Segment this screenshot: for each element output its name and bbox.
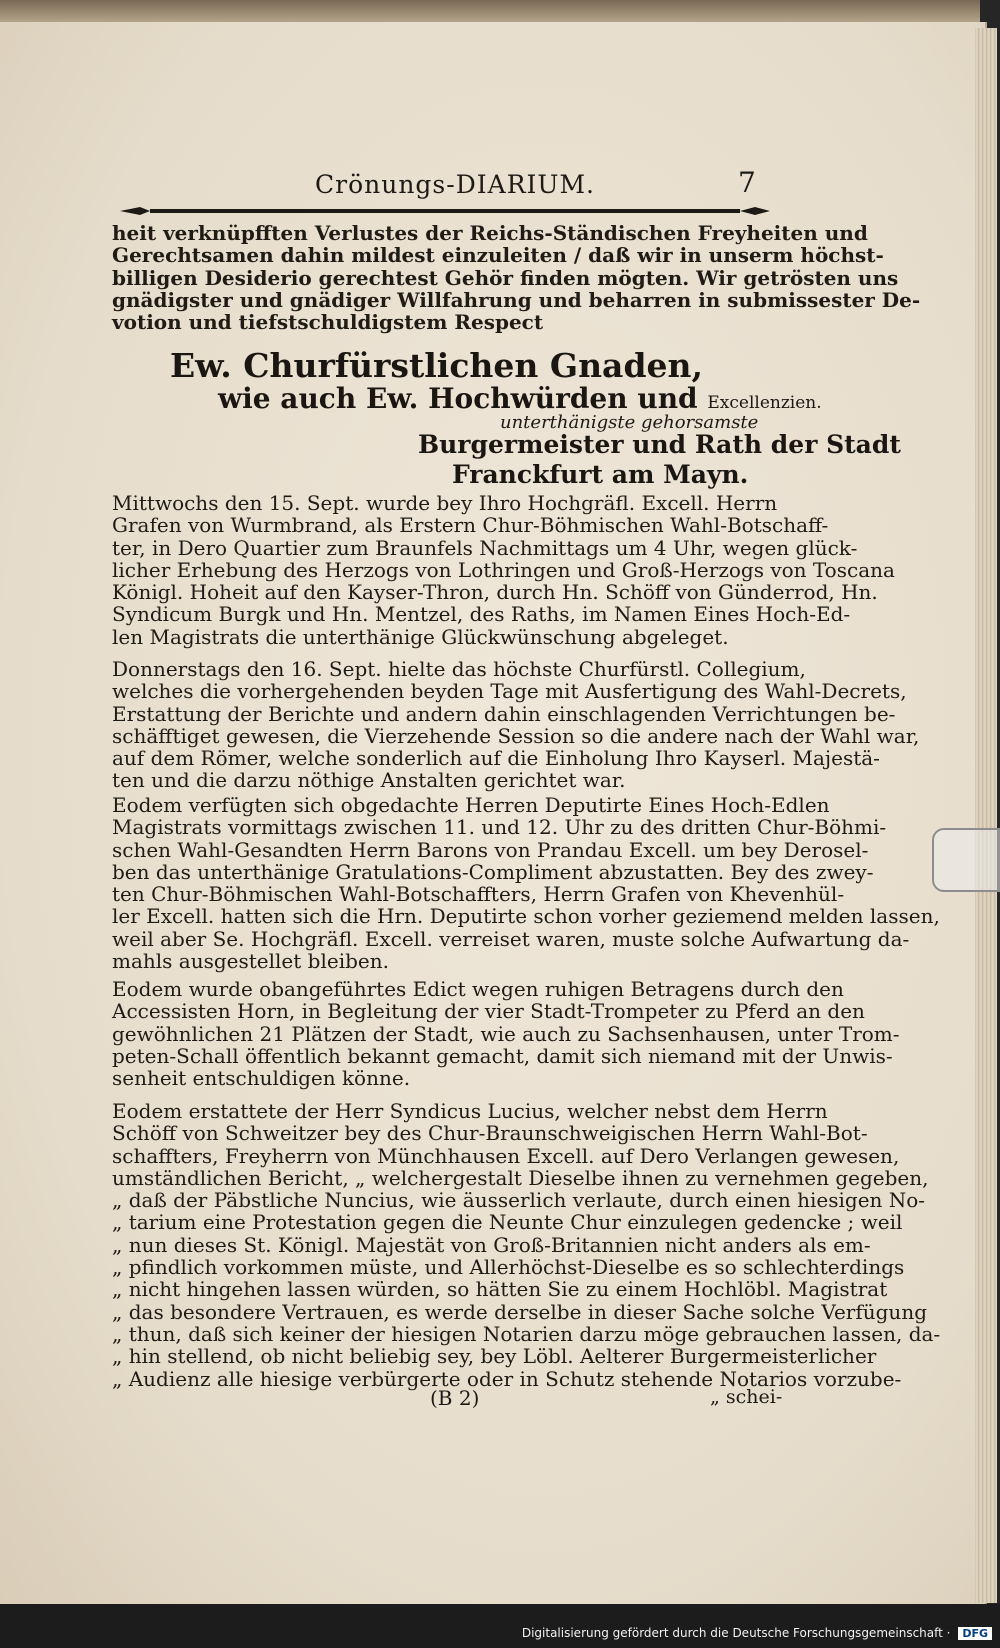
text-line: Donnerstags den 16. Sept. hielte das höchste Churfürstl. Collegium, xyxy=(112,657,806,681)
paragraph-donnerstags xyxy=(112,657,920,793)
text-line: schaffters, Freyherrn von Münchhausen Excell. auf Dero Verlangen gewesen, xyxy=(112,1143,900,1168)
closing-salutation-2 xyxy=(218,382,822,415)
text-line: Königl. Hoheit auf den Kayser-Thron, durch Hn. Schöff von Günderrod, Hn. xyxy=(112,580,878,605)
digitization-credit xyxy=(522,1626,992,1640)
catchword: „ schei- xyxy=(710,1386,783,1408)
text-line: Schöff von Schweitzer bey des Chur-Braunschweigischen Herrn Wahl-Bot- xyxy=(112,1121,868,1146)
text-line: ter, in Dero Quartier zum Braunfels Nachmittags um 4 Uhr, wegen glück- xyxy=(112,535,858,560)
page-leaves-edge xyxy=(975,28,997,1603)
text-line: Magistrats vormittags zwischen 11. und 12. Uhr zu des dritten Chur-Böhmi- xyxy=(112,815,887,840)
text-line: „ pfindlich vorkommen müste, und Allerhöchst-Dieselbe es so schlechterdings xyxy=(112,1255,905,1280)
text-line: gewöhnlichen 21 Plätzen der Stadt, wie auch zu Sachsenhausen, unter Trom- xyxy=(112,1021,900,1046)
text-line: „ nun dieses St. Königl. Majestät von Groß-Britannien nicht anders als em- xyxy=(112,1232,871,1257)
text-line: ten und die darzu nöthige Anstalten gerichtet war. xyxy=(112,768,626,793)
text-line: schäfftiget gewesen, die Vierzehende Session so die andere nach der Wahl war, xyxy=(112,723,920,748)
text-line: umständlichen Bericht, „ welchergestalt Dieselbe ihnen zu vernehmen gegeben, xyxy=(112,1165,929,1190)
text-line: „ das besondere Vertrauen, es werde derselbe in dieser Sache solche Verfügung xyxy=(112,1299,927,1324)
text-line: Grafen von Wurmbrand, als Erstern Chur-Böhmischen Wahl-Botschaff- xyxy=(112,513,829,538)
closing-salutation-small: Excellenzien. xyxy=(707,393,822,413)
text-line: Syndicum Burgk und Hn. Mentzel, des Raths, im Namen Eines Hoch-Ed- xyxy=(112,602,851,627)
text-line: Accessisten Horn, in Begleitung der vier Stadt-Trompeter zu Pferd an den xyxy=(112,999,865,1024)
text-line: Eodem verfügten sich obgedachte Herren Deputirte Eines Hoch-Edlen xyxy=(112,793,830,817)
text-line: „ hin stellend, ob nicht beliebig sey, bey Löbl. Aelterer Burgermeisterlicher xyxy=(112,1344,877,1369)
text-line: „ tarium eine Protestation gegen die Neunte Chur einzulegen gedencke ; weil xyxy=(112,1210,903,1235)
text-line: Eodem wurde obangeführtes Edict wegen ruhigen Betragens durch den xyxy=(112,977,844,1001)
dfg-logo: DFG xyxy=(958,1627,992,1640)
text-line: peten-Schall öffentlich bekannt gemacht, damit sich niemand mit der Unwis- xyxy=(112,1043,893,1068)
text-line: len Magistrats die unterthänige Glückwünschung abgeleget. xyxy=(112,624,729,649)
closing-salutation-main: wie auch Ew. Hochwürden und xyxy=(218,382,698,415)
signature-line-1: unterthänigste gehorsamste xyxy=(500,412,759,433)
text-line: Mittwochs den 15. Sept. wurde bey Ihro Hochgräfl. Excell. Herrn xyxy=(112,491,778,515)
text-line: licher Erhebung des Herzogs von Lothringen und Groß-Herzogs von Toscana xyxy=(112,557,895,582)
signature-line-2: Burgermeister und Rath der Stadt xyxy=(418,430,901,459)
text-line: billigen Desiderio gerechtest Gehör finden mögten. Wir getrösten uns xyxy=(112,265,899,290)
running-title: Crönungs-DIARIUM. xyxy=(315,170,596,199)
text-line: mahls ausgestellet bleiben. xyxy=(112,949,389,974)
paragraph-eodem-edict xyxy=(112,977,900,1091)
text-line: „ nicht hingehen lassen würden, so hätten Sie zu einem Hochlöbl. Magistrat xyxy=(112,1277,888,1302)
paragraph-eodem-deputation xyxy=(112,793,940,974)
text-line: „ daß der Päbstliche Nuncius, wie äusserlich verlaute, durch einen hiesigen No- xyxy=(112,1188,926,1213)
text-line: gnädigster und gnädiger Willfahrung und beharren in submissester De- xyxy=(112,287,921,312)
text-line: „ Audienz alle hiesige verbürgerte oder in Schutz stehende Notarios vorzube- xyxy=(112,1366,902,1391)
text-line: ten Chur-Böhmischen Wahl-Botschaffters, Herrn Grafen von Khevenhül- xyxy=(112,882,845,907)
intro-paragraph xyxy=(112,221,921,335)
text-line: Erstattung der Berichte und andern dahin einschlagenden Verrichtungen be- xyxy=(112,701,896,726)
text-line: ben das unterthänige Gratulations-Compliment abzustatten. Bey des zwey- xyxy=(112,859,874,884)
text-line: auf dem Römer, welche sonderlich auf die Einholung Ihro Kayserl. Majestä- xyxy=(112,746,880,771)
text-line: schen Wahl-Gesandten Herrn Barons von Prandau Excell. um bey Derosel- xyxy=(112,837,869,862)
text-line: heit verknüpfften Verlustes der Reichs-Ständischen Freyheiten und xyxy=(112,221,868,245)
signature-line-3: Franckfurt am Mayn. xyxy=(452,460,749,489)
page-header xyxy=(120,166,770,206)
credit-text: Digitalisierung gefördert durch die Deutsche Forschungsgemeinschaft · xyxy=(521,1626,951,1640)
text-line: „ thun, daß sich keiner der hiesigen Notarien darzu möge gebrauchen lassen, da- xyxy=(112,1321,941,1346)
footer-bar xyxy=(0,1604,1000,1648)
text-line: votion und tiefstschuldigstem Respect xyxy=(112,310,544,335)
paragraph-eodem-report xyxy=(112,1099,941,1391)
paragraph-mittwochs xyxy=(112,491,895,649)
page-clip-tab xyxy=(932,828,1000,892)
signature-mark: (B 2) xyxy=(430,1386,480,1410)
page-number: 7 xyxy=(738,166,756,199)
closing-salutation: Ew. Churfürstlichen Gnaden, xyxy=(170,346,703,385)
text-line: Gerechtsamen dahin mildest einzuleiten / daß wir in unserm höchst- xyxy=(112,243,884,268)
text-line: weil aber Se. Hochgräfl. Excell. verreiset waren, muste solche Aufwartung da- xyxy=(112,926,910,951)
text-line: Eodem erstattete der Herr Syndicus Lucius, welcher nebst dem Herrn xyxy=(112,1099,828,1123)
text-line: ler Excell. hatten sich die Hrn. Deputirte schon vorher geziemend melden lassen, xyxy=(112,904,940,929)
ornamental-rule xyxy=(120,206,770,216)
text-line: welches die vorhergehenden beyden Tage mit Ausfertigung des Wahl-Decrets, xyxy=(112,679,907,704)
text-line: senheit entschuldigen könne. xyxy=(112,1066,411,1091)
